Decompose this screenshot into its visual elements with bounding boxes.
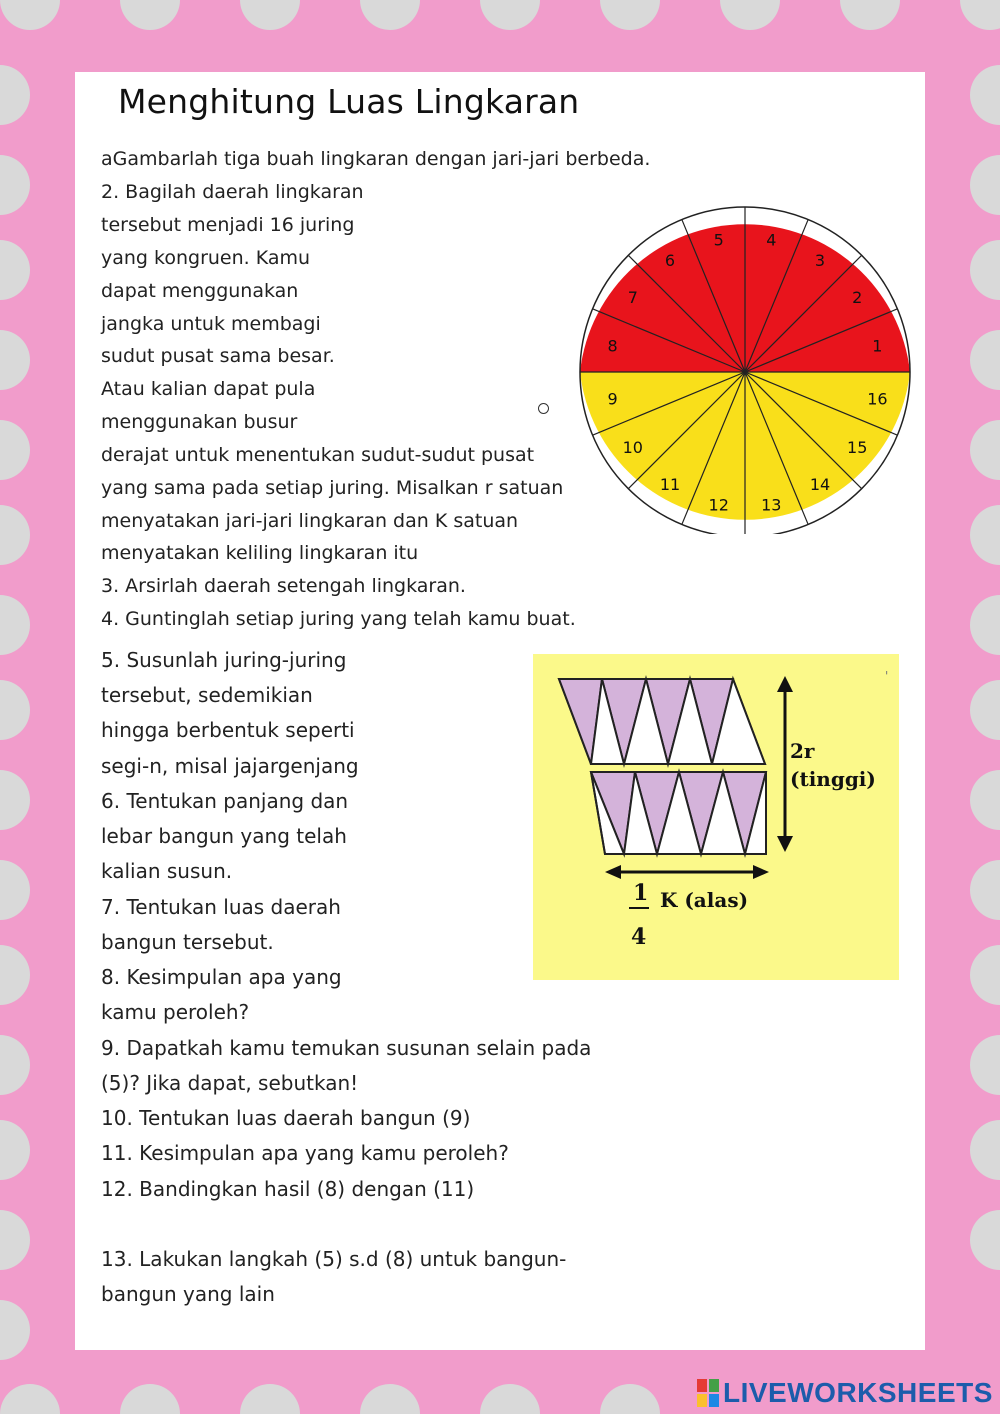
- sector-label: 6: [664, 250, 676, 270]
- sector-label: 3: [814, 250, 826, 270]
- step-10-text: 10. Tentukan luas daerah bangun (9): [101, 1106, 471, 1130]
- base-label: K (alas): [660, 888, 749, 912]
- step-2-line: yang kongruen. Kamu: [101, 247, 311, 269]
- sector-label: 14: [809, 475, 831, 495]
- parallelogram-figure: [533, 654, 899, 980]
- circle-16-sectors-figure: [578, 204, 912, 534]
- step-7-line: 7. Tentukan luas daerah: [101, 895, 341, 919]
- sector-label: 13: [761, 495, 782, 515]
- step-12-text: 12. Bandingkan hasil (8) dengan (11): [101, 1177, 475, 1201]
- step-2-line: Atau kalian dapat pula: [101, 378, 316, 400]
- step-5-line: tersebut, sedemikian: [101, 683, 313, 707]
- step-9-line: 9. Dapatkah kamu temukan susunan selain pada: [101, 1036, 592, 1060]
- step-6-line: kalian susun.: [101, 859, 233, 883]
- sector-label: 7: [627, 288, 638, 307]
- step-2-line: derajat untuk menentukan sudut-sudut pusat: [101, 444, 535, 466]
- sector-label: 5: [713, 230, 724, 250]
- step-2-line: sudut pusat sama besar.: [101, 345, 335, 367]
- sector-label: 15: [847, 438, 868, 457]
- step-5-line: 5. Susunlah juring-juring: [101, 648, 347, 672]
- height-label-tinggi: (tinggi): [790, 767, 876, 791]
- live-blocks-icon: [697, 1379, 719, 1407]
- liveworksheets-logo[interactable]: [697, 1378, 993, 1408]
- page-title: Menghitung Luas Lingkaran: [118, 82, 580, 121]
- sector-label: 4: [766, 230, 777, 250]
- step-2-line: menggunakan busur: [101, 411, 298, 433]
- step-2-line: menyatakan jari-jari lingkaran dan K satuan: [101, 510, 519, 532]
- step-2-line: yang sama pada setiap juring. Misalkan r satuan: [101, 477, 564, 499]
- small-circle-marker: [538, 403, 549, 414]
- step-7-line: bangun tersebut.: [101, 930, 274, 954]
- step-5-line: hingga berbentuk seperti: [101, 718, 355, 742]
- step-3-text: 3. Arsirlah daerah setengah lingkaran.: [101, 575, 466, 597]
- step-2-line: 2. Bagilah daerah lingkaran: [101, 181, 364, 203]
- step-6-line: 6. Tentukan panjang dan: [101, 789, 349, 813]
- step-2-line: jangka untuk membagi: [101, 313, 321, 335]
- step-6-line: lebar bangun yang telah: [101, 824, 347, 848]
- svg-text:': ': [885, 669, 889, 683]
- height-label-2r: 2r: [790, 739, 815, 763]
- sector-label: 2: [852, 288, 863, 307]
- sector-label: 11: [659, 475, 681, 495]
- step-2-line: tersebut menjadi 16 juring: [101, 214, 355, 236]
- sector-label: 10: [622, 438, 643, 457]
- sector-label: 1: [872, 336, 883, 356]
- step-5-line: segi-n, misal jajargenjang: [101, 754, 359, 778]
- step-11-text: 11. Kesimpulan apa yang kamu peroleh?: [101, 1141, 509, 1165]
- fraction-denominator: 4: [631, 924, 647, 950]
- step-2-line: menyatakan keliling lingkaran itu: [101, 542, 419, 564]
- brand-name: LIVEWORKSHEETS: [723, 1377, 993, 1408]
- step-13-line: 13. Lakukan langkah (5) s.d (8) untuk bangun-: [101, 1247, 567, 1271]
- fraction-numerator: 1: [633, 880, 649, 906]
- sector-label: 8: [607, 336, 618, 356]
- step-2-line: dapat menggunakan: [101, 280, 299, 302]
- step-13-line: bangun yang lain: [101, 1282, 275, 1306]
- step-4-text: 4. Guntinglah setiap juring yang telah kamu buat.: [101, 608, 576, 630]
- sector-label: 16: [867, 389, 888, 409]
- step-8-line: kamu peroleh?: [101, 1000, 250, 1024]
- step-1-text: aGambarlah tiga buah lingkaran dengan jari-jari berbeda.: [101, 148, 651, 170]
- step-8-line: 8. Kesimpulan apa yang: [101, 965, 342, 989]
- sector-label: 9: [607, 389, 618, 409]
- sector-label: 12: [708, 495, 729, 515]
- step-9-line: (5)? Jika dapat, sebutkan!: [101, 1071, 359, 1095]
